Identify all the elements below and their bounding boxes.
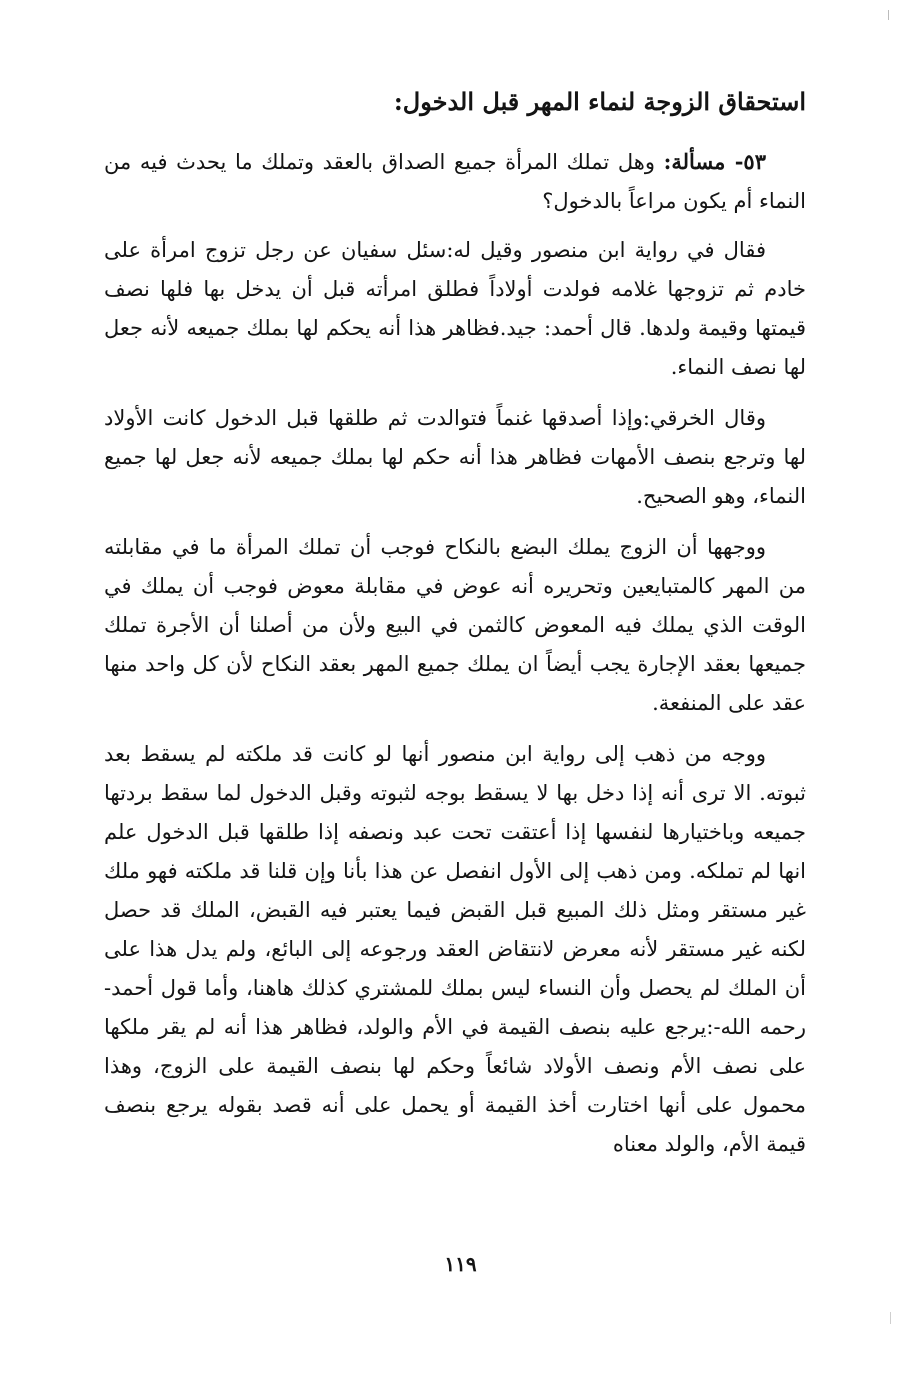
scan-edge-mark [888,10,889,20]
paragraph-1: فقال في رواية ابن منصور وقيل له:سئل سفيان عن رجل تزوج امرأة على خادم ثم تزوجها غلامه فولدت أولاداً فطلق امرأته قبل أن يدخل بها فلها نصف قيمتها وقيمة ولدها. قال أحمد: جيد.فظاهر هذا أنه يحكم لها بملك جميعه لأنه جعل لها نصف النماء. [104,238,806,379]
paragraph-3: ووجهها أن الزوج يملك البضع بالنكاح فوجب أن تملك المرأة ما في مقابلته من المهر كالمتبايعين وتحريره أنه عوض في مقابلة معوض فوجب أن يملك في الوقت الذي يملك فيه المعوض كالثمن في البيع ولأن من أصلنا أن الأجرة تملك جميعها بعقد الإجارة يجب أيضاً ان يملك جميع المهر بعقد النكاح لأن كل واحد منها عقد على المنفعة. [104,535,806,715]
question-number: ٥٣- مسألة: [663,149,766,174]
page-number: ١١٩ [444,1252,477,1276]
paragraph-2: وقال الخرقي:وإذا أصدقها غنماً فتوالدت ثم طلقها قبل الدخول كانت الأولاد لها وترجع بنصف الأمهات فظاهر هذا أنه حكم لها بملك جميعه لأنه جعل لها جميع النماء، وهو الصحيح. [104,406,806,508]
question-text: وهل تملك المرأة جميع الصداق بالعقد وتملك ما يحدث فيه من النماء أم يكون مراعاً بالدخول؟ [104,150,806,213]
paragraph-4: ووجه من ذهب إلى رواية ابن منصور أنها لو كانت قد ملكته لم يسقط بعد ثبوته. الا ترى أنه إذا دخل بها لا يسقط بوجه لثبوته وقبل الدخول لما سقط بردتها جميعه وباختيارها لنفسها إذا أعتقت تحت عبد ونصفه إذا طلقها قبل الدخول علم انها لم تملكه. ومن ذهب إلى الأول انفصل عن هذا بأنا وإن قلنا قد ملكته فهو ملك غير مستقر ومثل ذلك المبيع قبل القبض فيما يعتبر فيه القبض، الملك قد حصل لكنه غير مستقر لأنه معرض لانتقاض العقد ورجوعه إلى البائع، ولم يدل هذا على أن الملك لم يحصل وأن النساء ليس بملك للمشتري كذلك هاهنا، وأما قول أحمد- رحمه الله-:يرجع عليه بنصف القيمة في الأم والولد، فظاهر هذا أنه لم يقر ملكها على نصف الأم ونصف الأولاد شائعاً وحكم لها بنصف القيمة على الزوج، وهذا محمول على أنها اختارت أخذ القيمة أو يحمل على أنه قصد بقوله يرجع بنصف قيمة الأم، والولد معناه [104,742,806,1156]
section-heading: استحقاق الزوجة لنماء المهر قبل الدخول: [393,87,806,116]
scan-edge-mark-bottom [890,1312,891,1324]
question-paragraph [104,142,806,221]
text-column [104,84,806,1176]
